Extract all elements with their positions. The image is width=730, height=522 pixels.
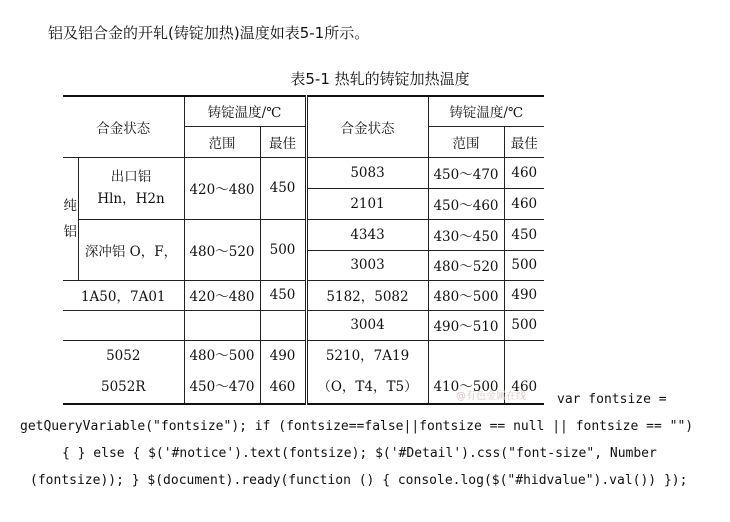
- range-5083: 450～470: [428, 157, 504, 188]
- range-3003: 480～520: [428, 250, 504, 280]
- header-range-left: 范围: [184, 126, 260, 157]
- range-4343: 430～450: [428, 219, 504, 250]
- best-3004: 500: [504, 310, 544, 340]
- best-export-al: 450: [260, 157, 306, 219]
- best-empty: [260, 310, 306, 340]
- best-5083: 460: [504, 157, 544, 188]
- code-line-2: getQueryVariable("fontsize"); if (fontsize==false||fontsize == null || fontsize == ""): [20, 419, 694, 434]
- range-5182: 480～500: [428, 280, 504, 310]
- header-best-right: 最佳: [504, 126, 544, 157]
- watermark-text: @有色金属在线: [456, 391, 526, 402]
- best-deep-drawing-al: 500: [260, 219, 306, 280]
- header-range-right: 范围: [428, 126, 504, 157]
- best-5210-blank: [505, 341, 545, 372]
- range-5210-blank: [429, 341, 504, 372]
- state-empty: [63, 310, 184, 340]
- state-3004: 3004: [306, 310, 428, 340]
- range-5052-b: 450～470: [189, 378, 255, 395]
- best-5052-a: 490: [269, 347, 296, 364]
- state-5210-a: 5210，7A19: [325, 347, 410, 364]
- best-5182: 490: [504, 280, 544, 310]
- state-3003: 3003: [306, 250, 428, 280]
- range-deep-drawing-al: 480～520: [184, 219, 260, 280]
- header-alloy-state-left: 合金状态: [63, 96, 184, 157]
- state-5210-b: （O，T4，T5）: [317, 378, 418, 395]
- range-1a50: 420～480: [184, 280, 260, 310]
- table-caption: [0, 68, 730, 89]
- state-5052-b: 5052R: [100, 378, 146, 395]
- range-5052-a: 480～500: [189, 347, 255, 364]
- pure-aluminum-label: 纯铝: [63, 157, 78, 280]
- range-empty: [184, 310, 260, 340]
- state-5182: 5182，5082: [306, 280, 428, 310]
- best-5210-value: 460: [511, 378, 538, 395]
- range-export-al: 420～480: [184, 157, 260, 219]
- code-line-3: { } else { $('#notice').text(fontsize); $('#Detail').css("font-size", Number: [62, 446, 657, 461]
- range-3004: 490～510: [428, 310, 504, 340]
- caption-text: 表5-1 热轧的铸锭加热温度: [290, 70, 470, 88]
- state-deep-drawing-al: 深冲铝 O，F，: [78, 219, 184, 280]
- range-2101: 450～460: [428, 188, 504, 219]
- state-5052-a: 5052: [106, 347, 141, 364]
- state-export-al: 出口铝 Hln，H2n: [78, 157, 184, 219]
- header-ingot-temp-left: 铸锭温度/℃: [184, 96, 306, 126]
- code-line-1: var fontsize =: [557, 392, 667, 407]
- best-5052-b: 460: [269, 378, 296, 395]
- best-2101: 460: [504, 188, 544, 219]
- header-ingot-temp-right: 铸锭温度/℃: [428, 96, 544, 126]
- state-5083: 5083: [306, 157, 428, 188]
- best-4343: 450: [504, 219, 544, 250]
- best-1a50: 450: [260, 280, 306, 310]
- intro-paragraph: 铝及铝合金的开轧(铸锭加热)温度如表5-1所示。: [48, 24, 370, 42]
- state-2101: 2101: [306, 188, 428, 219]
- range-5210-value: 410～500: [433, 378, 499, 395]
- heating-temperature-table: [63, 95, 544, 405]
- best-3003: 500: [504, 250, 544, 280]
- state-4343: 4343: [306, 219, 428, 250]
- header-best-left: 最佳: [260, 126, 306, 157]
- leaked-script-text: [0, 386, 730, 494]
- code-line-4: (fontsize)); } $(document).ready(function () { console.log($("#hidvalue").val()) });: [30, 473, 688, 488]
- state-1a50: 1A50，7A01: [63, 280, 184, 310]
- header-alloy-state-right: 合金状态: [306, 96, 428, 157]
